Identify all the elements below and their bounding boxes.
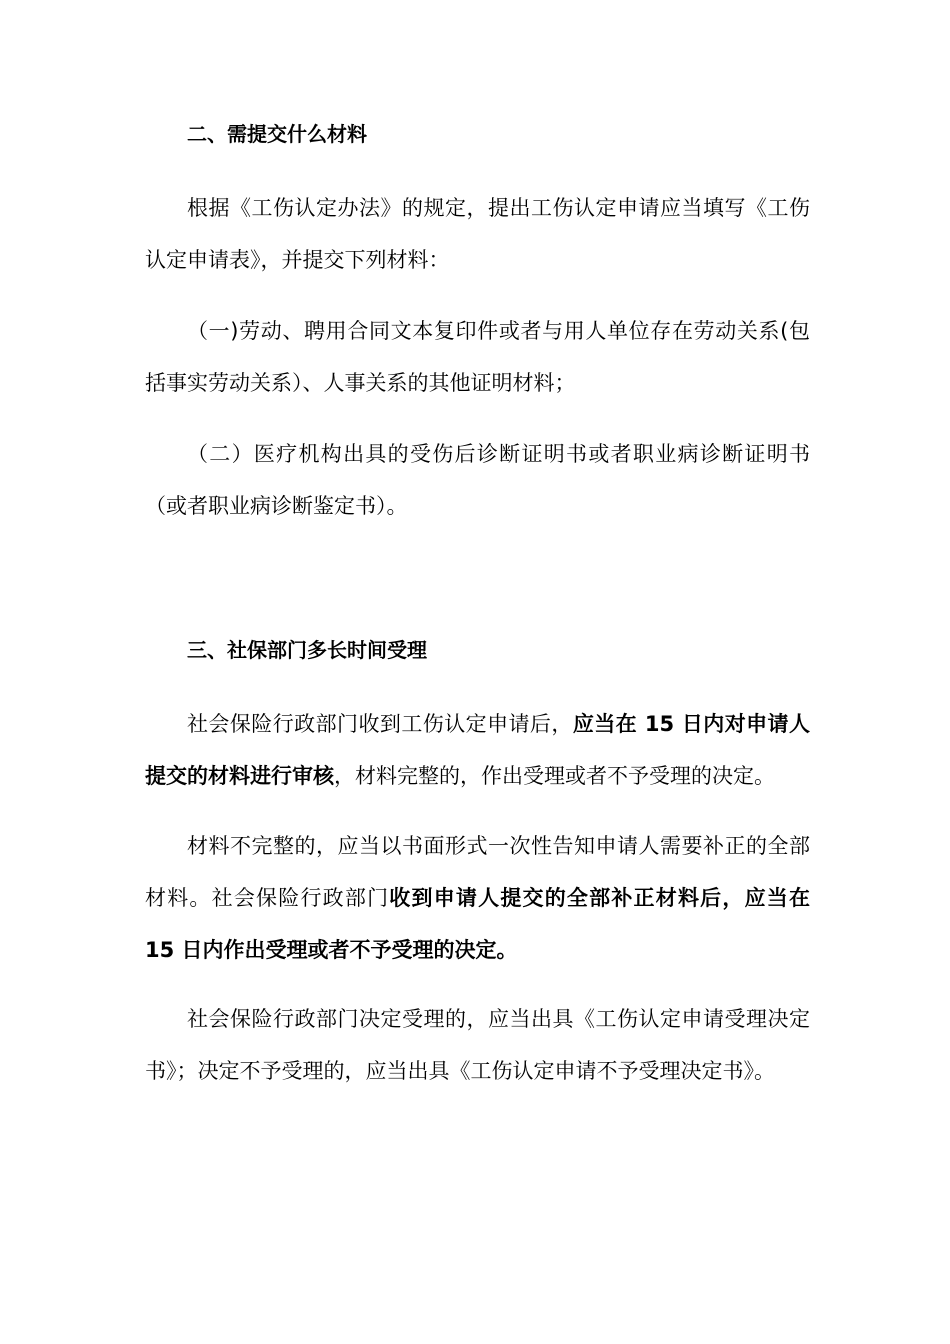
paragraph-review-text-a: 社会保险行政部门收到工伤认定申请后，	[187, 712, 573, 736]
paragraph-decision-documents: 社会保险行政部门决定受理的，应当出具《工伤认定申请受理决定书》；决定不予受理的，应当出具《工伤认定申请不予受理决定书》。	[145, 1007, 810, 1083]
section-heading-acceptance-time: 三、社保部门多长时间受理	[187, 638, 427, 662]
paragraph-incomplete-materials	[145, 820, 810, 976]
paragraph-review-text-c: ，材料完整的，作出受理或者不予受理的决定。	[334, 764, 775, 788]
paragraph-review	[145, 698, 810, 802]
paragraph-review-emphasis: 应当在 15 日内对申请人提交的材料进行审核	[145, 712, 810, 788]
paragraph-item-2: （二）医疗机构出具的受伤后诊断证明书或者职业病诊断证明书（或者职业病诊断鉴定书）。	[145, 442, 810, 518]
section-heading-materials: 二、需提交什么材料	[187, 122, 367, 146]
paragraph-incomplete-text-a: 材料不完整的，应当以书面形式一次性告知申请人需要补正的全部材料。社会保险行政部门	[145, 834, 810, 910]
paragraph-incomplete-emphasis: 收到申请人提交的全部补正材料后，应当在 15 日内作出受理或者不予受理的决定。	[145, 886, 811, 962]
paragraph-intro: 根据《工伤认定办法》的规定，提出工伤认定申请应当填写《工伤认定申请表》，并提交下列材料：	[145, 196, 810, 272]
paragraph-item-1: （一)劳动、聘用合同文本复印件或者与用人单位存在劳动关系(包括事实劳动关系）、人事关系的其他证明材料；	[145, 319, 810, 395]
